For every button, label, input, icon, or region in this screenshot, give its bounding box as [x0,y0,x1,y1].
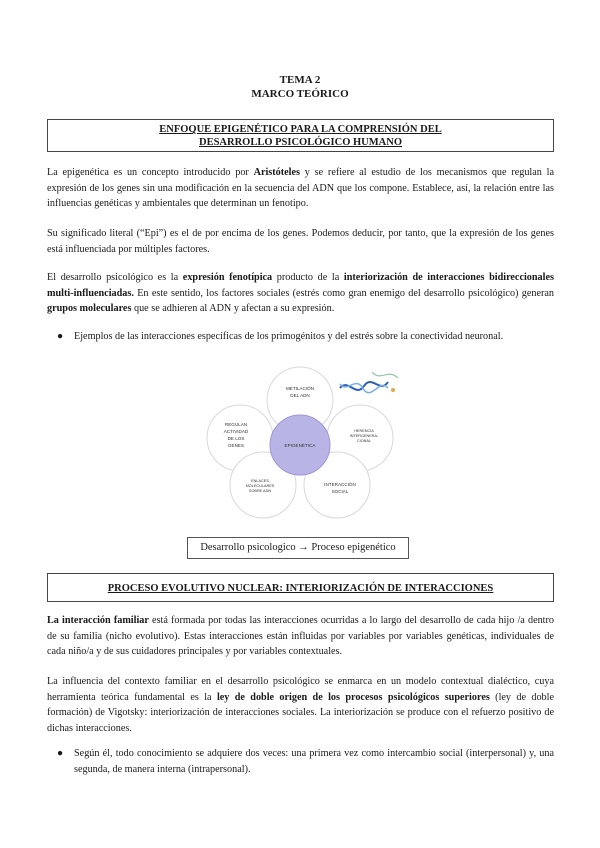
diagram-caption: Desarrollo psicologico → Proceso epigenético [187,537,409,559]
dna-illustration-icon [340,372,398,393]
paragraph-epi-meaning: Su significado literal (“Epi”) es el de por encima de los genes. Podemos deducir, por tanto, que la expresión de los genes está influenciada por múltiples factores. [47,228,554,255]
section1-heading-line2: DESARROLLO PSICOLÓGICO HUMANO [198,137,403,148]
epigenetics-diagram [190,360,410,535]
bold-aristoteles: Aristóteles [253,167,300,178]
svg-text:INTERGENERA-: INTERGENERA- [349,434,379,438]
paragraph-epigenetics: La epigenética es un concepto introducido por Aristóteles y se refiere al estudio de los mecanismos que regulan la expresión de los genes sin una modificación en la secuencia del ADN que los compone. Establece, así, la relación entre las influencias genéticas y ambientales que determinan un fenotipo. [47,167,554,210]
svg-text:INTERACCIÓN: INTERACCIÓN [324,482,356,487]
svg-text:SOBRE ADN: SOBRE ADN [248,489,272,493]
section1-heading [47,119,554,152]
svg-text:REGULAN: REGULAN [224,422,248,427]
svg-text:HERENCIA: HERENCIA [354,429,374,433]
section2-heading: PROCESO EVOLUTIVO NUCLEAR: INTERIORIZACIÓN DE INTERACCIONES [47,573,554,602]
bullet-knowledge-twice: ● Según él, todo conocimiento se adquiere dos veces: una primera vez como intercambio social (interpersonal) y, una segunda, de manera interna (intrapersonal). [57,748,554,775]
bold-family-interaction: La interacción familiar [47,615,149,626]
paragraph-psych-development: El desarrollo psicológico es la expresión fenotípica producto de la interiorización de interacciones bidireccionales multi-influenciadas. En este sentido, los factores sociales (estrés como gran enemigo del desarrollo psicológico) generan grupos moleculares que se adhieren al ADN y afectan a su expresión. [47,272,554,315]
topic-number: TEMA 2 [279,74,321,86]
topic-title: MARCO TEÓRICO [251,88,349,100]
section1-heading-line1: ENFOQUE EPIGENÉTICO PARA LA COMPRENSIÓN DEL [159,124,442,135]
svg-text:ACTIVIDAD: ACTIVIDAD [223,429,249,434]
paragraph-family-interaction: La interacción familiar está formada por todas las interacciones ocurridas a lo largo del desarrollo de cada hijo /a dentro de su familia (nicho evolutivo). Estas interacciones están influidas por variables por variables genéticas, individuales de cada niño/a y de sus cuidadores principales y por variables contextuales. [47,615,554,658]
svg-text:DE LOS: DE LOS [227,436,245,441]
svg-text:ENLACES: ENLACES [251,479,269,483]
bullet-dot-icon: ● [57,748,64,759]
svg-text:GENES: GENES [227,443,245,448]
svg-text:DEL ADN: DEL ADN [290,393,310,398]
paragraph-vigotsky: La influencia del contexto familiar en el desarrollo psicológico se enmarca en un modelo contextual dialéctico, cuya herramienta teórica fundamental es la ley de doble origen de los procesos psicológicos superiores (ley de doble formación) de Vigotsky: interiorización de interacciones sociales. La interiorización se produce con el refuerzo positivo de dichas interacciones. [47,676,554,734]
svg-text:SOCIAL: SOCIAL [331,489,349,494]
svg-text:MOLECULARES: MOLECULARES [245,484,275,488]
svg-text:CIONAL: CIONAL [356,439,372,443]
svg-text:METILACIÓN: METILACIÓN [285,386,315,391]
bullet-dot-icon: ● [57,331,64,342]
bullet-primogenitos: ● Ejemplos de las interacciones específicas de los primogénitos y del estrés sobre la conectividad neuronal. [57,329,554,345]
center-label: EPIGENÉTICA [284,443,316,448]
